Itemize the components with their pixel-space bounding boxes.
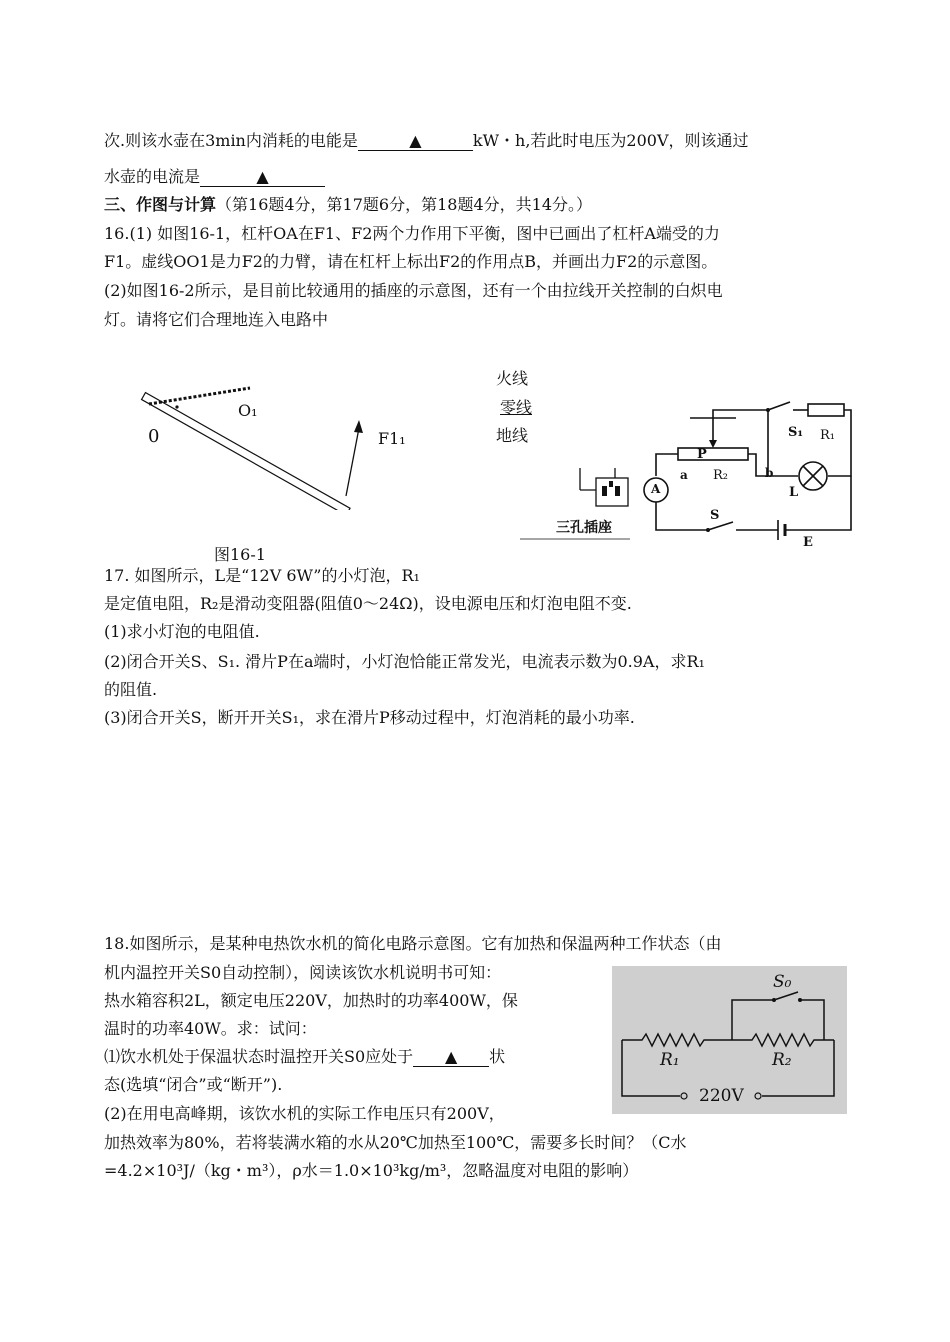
answer-blank[interactable] <box>200 168 325 187</box>
line1-part-a: 次.则该水壶在3min内消耗的电能是 <box>104 131 358 150</box>
figure-caption: 图16-1 <box>214 545 266 564</box>
section-heading: 三、作图与计算 <box>104 195 217 214</box>
blank-mark: ▲ <box>445 1047 458 1066</box>
circuit-17 <box>638 398 868 550</box>
neutral-wire-label: 零线 <box>500 398 533 417</box>
circuit-18-figure <box>612 966 847 1114</box>
q18-line-3: 热水箱容积2L，额定电压220V，加热时的功率400W，保 <box>104 991 518 1010</box>
socket-label: 三孔插座 <box>556 520 612 536</box>
label-A: A <box>651 482 661 496</box>
q17-line-1: 17. 如图所示，L是“12V 6W”的小灯泡，R₁ <box>104 566 420 585</box>
q17-line-4: (2)闭合开关S、S₁. 滑片P在a端时，小灯泡恰能正常发光，电流表示数为0.9A，求R₁ <box>104 652 705 671</box>
lever-figure <box>135 380 365 510</box>
label-a: a <box>680 468 688 482</box>
label-P: P <box>697 447 707 462</box>
q18-line-5 <box>104 1047 505 1067</box>
answer-blank[interactable] <box>358 132 473 151</box>
label-S1: S₁ <box>788 425 804 440</box>
q16-line-3: (2)如图16-2所示，是目前比较通用的插座的示意图，还有一个由拉线开关控制的白炽电 <box>104 281 723 300</box>
q17-line-5: 的阻值. <box>104 680 158 699</box>
q18-line-5-a: ⑴饮水机处于保温状态时温控开关S0应处于 <box>104 1047 414 1066</box>
q16-line-4: 灯。请将它们合理地连入电路中 <box>104 310 329 329</box>
q18-line-7: (2)在用电高峰期，该饮水机的实际工作电压只有200V， <box>104 1104 505 1123</box>
label-b: b <box>765 466 774 480</box>
q16-line-1: 16.(1) 如图16-1，杠杆OA在F1、F2两个力作用下平衡，图中已画出了杠杆A端受的力 <box>104 224 720 243</box>
label-R2: R₂ <box>772 1050 792 1070</box>
blank-mark: ▲ <box>409 131 422 150</box>
q18-line-8: 加热效率为80%，若将装满水箱的水从20℃加热至100℃，需要多长时间？（C水 <box>104 1133 687 1152</box>
label-S: S <box>710 508 720 523</box>
label-F1: F1₁ <box>378 429 406 448</box>
label-R1: R₁ <box>820 428 835 443</box>
label-O1: O₁ <box>238 401 258 420</box>
ground-wire-label: 地线 <box>496 426 529 445</box>
live-wire-label: 火线 <box>496 369 529 388</box>
answer-blank[interactable] <box>413 1048 489 1067</box>
label-O: 0 <box>148 426 160 447</box>
text-line-2 <box>104 167 325 187</box>
q17-line-2: 是定值电阻，R₂是滑动变阻器(阻值0～24Ω)，设电源电压和灯泡电阻不变. <box>104 594 632 613</box>
q18-line-6: 态(选填“闭合”或“断开”). <box>104 1075 283 1094</box>
blank-mark: ▲ <box>256 167 269 186</box>
label-R1: R₁ <box>660 1050 680 1070</box>
text-line-1 <box>104 131 749 151</box>
section-score: （第16题4分，第17题6分，第18题4分，共14分。） <box>216 195 592 214</box>
line2-part-a: 水壶的电流是 <box>104 167 201 186</box>
label-R2: R₂ <box>713 468 728 483</box>
q18-line-2: 机内温控开关S0自动控制），阅读该饮水机说明书可知： <box>104 963 502 982</box>
label-E: E <box>803 535 813 550</box>
q17-line-3: (1)求小灯泡的电阻值. <box>104 622 260 641</box>
q17-line-6: (3)闭合开关S，断开开关S₁，求在滑片P移动过程中，灯泡消耗的最小功率. <box>104 708 635 727</box>
label-S0: S₀ <box>773 972 792 992</box>
label-voltage: 220V <box>699 1086 744 1106</box>
label-L: L <box>789 485 799 500</box>
section-title <box>104 195 592 215</box>
line1-part-b: kW・h,若此时电压为200V，则该通过 <box>472 131 749 150</box>
q18-line-1: 18.如图所示，是某种电热饮水机的简化电路示意图。它有加热和保温两种工作状态（由 <box>104 934 722 953</box>
q18-line-9: =4.2×10³J/（kg・m³），ρ水＝1.0×10³kg/m³，忽略温度对电阻的影响） <box>104 1161 639 1180</box>
q18-line-4: 温时的功率40W。求：试问： <box>104 1019 317 1038</box>
q18-line-5-b: 状 <box>489 1047 506 1066</box>
q16-line-2: F1。虚线OO1是力F2的力臂，请在杠杆上标出F2的作用点B，并画出力F2的示意图。 <box>104 252 718 271</box>
